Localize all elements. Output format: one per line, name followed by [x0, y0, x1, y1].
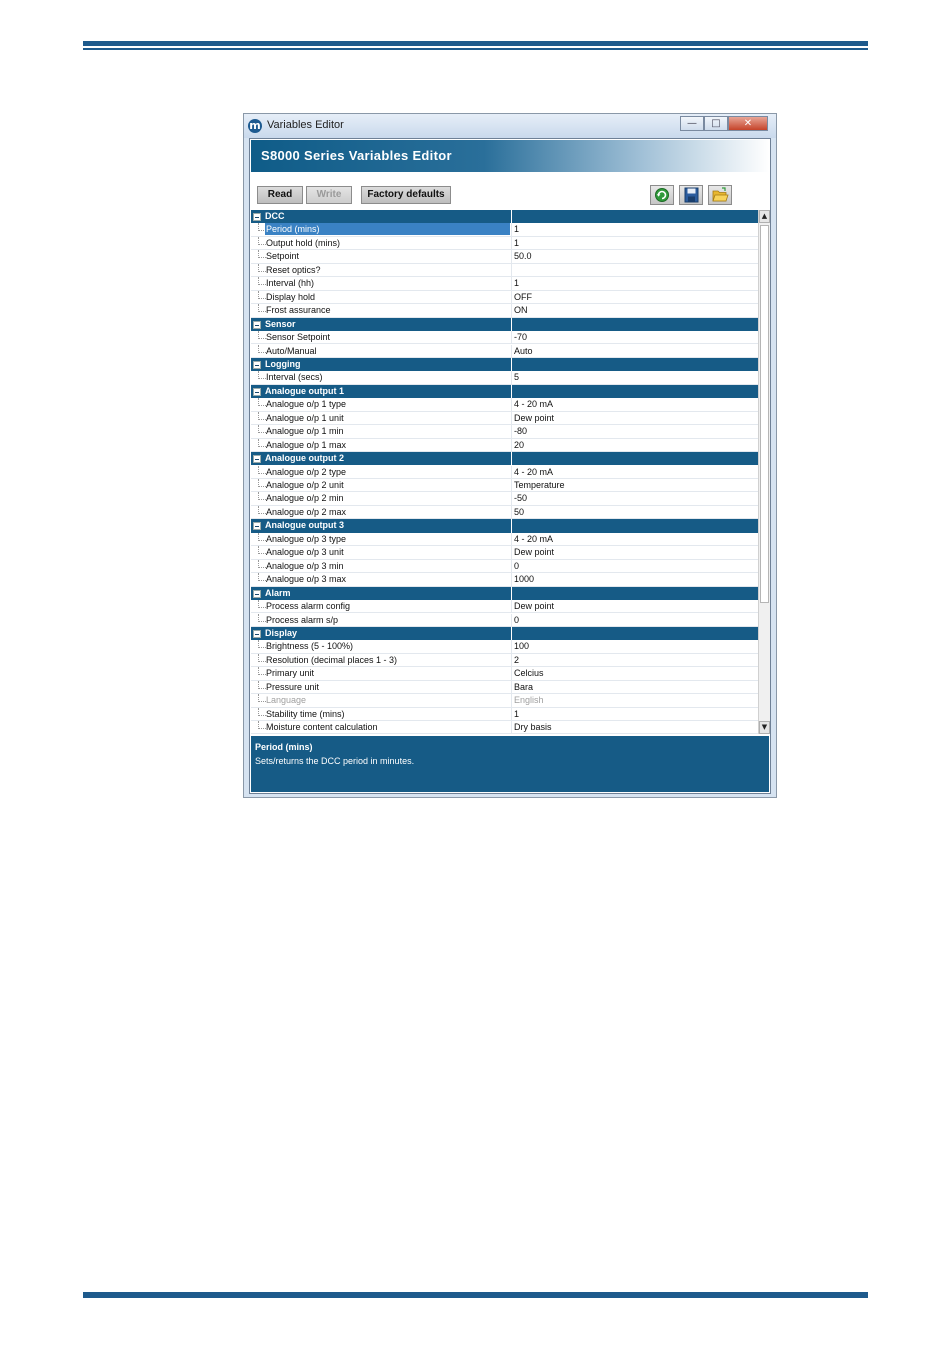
property-row[interactable]: [251, 506, 758, 519]
property-row[interactable]: [251, 291, 758, 304]
property-row[interactable]: [251, 640, 758, 653]
property-value[interactable]: 4 - 20 mA: [514, 399, 554, 410]
column-divider: [511, 479, 512, 492]
property-name: Resolution (decimal places 1 - 3): [266, 654, 398, 665]
write-button[interactable]: Write: [306, 186, 352, 204]
category-label: Display: [265, 627, 298, 638]
category-row[interactable]: [251, 358, 758, 371]
property-name: Reset optics?: [266, 264, 321, 275]
property-row[interactable]: [251, 681, 758, 694]
property-value[interactable]: 1: [514, 224, 520, 235]
property-row[interactable]: [251, 654, 758, 667]
collapse-minus-icon[interactable]: [253, 590, 261, 598]
property-value[interactable]: 1: [514, 237, 520, 248]
collapse-minus-icon[interactable]: [253, 630, 261, 638]
column-divider: [511, 318, 512, 331]
property-row[interactable]: [251, 694, 758, 707]
property-value[interactable]: English: [514, 695, 544, 706]
property-value[interactable]: Celcius: [514, 668, 544, 679]
collapse-minus-icon[interactable]: [253, 522, 261, 530]
property-name: Moisture content calculation: [266, 722, 378, 733]
property-name: Stability time (mins): [266, 708, 345, 719]
factory-defaults-button[interactable]: Factory defaults: [361, 186, 451, 204]
property-grid[interactable]: [251, 210, 758, 734]
close-button[interactable]: ✕: [728, 116, 768, 131]
property-value[interactable]: Dew point: [514, 547, 555, 558]
property-name: Analogue o/p 3 max: [266, 574, 347, 585]
property-row[interactable]: [251, 223, 758, 236]
property-row[interactable]: [251, 264, 758, 277]
category-label: Alarm: [265, 587, 291, 598]
property-row[interactable]: [251, 560, 758, 573]
column-divider: [511, 533, 512, 546]
category-label: DCC: [265, 211, 285, 221]
property-name: Auto/Manual: [266, 345, 317, 356]
category-label: Sensor: [265, 318, 296, 329]
property-value[interactable]: 1: [514, 278, 520, 289]
property-row[interactable]: [251, 533, 758, 546]
column-divider: [511, 412, 512, 425]
open-folder-icon: [709, 186, 731, 204]
property-value[interactable]: Dry basis: [514, 722, 552, 733]
column-divider: [511, 264, 512, 277]
property-value[interactable]: 4 - 20 mA: [514, 466, 554, 477]
category-row[interactable]: [251, 210, 758, 223]
property-name: Analogue o/p 1 type: [266, 399, 347, 410]
property-value[interactable]: Temperature: [514, 480, 565, 490]
property-value[interactable]: Auto: [514, 345, 533, 356]
scroll-down-arrow-icon[interactable]: ▼: [759, 721, 770, 734]
property-name: Analogue o/p 2 type: [266, 466, 347, 477]
property-name: Analogue o/p 3 type: [266, 533, 347, 544]
column-divider: [511, 519, 512, 532]
column-divider: [511, 304, 512, 317]
property-value[interactable]: Bara: [514, 681, 534, 692]
property-value[interactable]: 50: [514, 506, 525, 517]
header-rule: [83, 41, 868, 46]
category-row[interactable]: [251, 318, 758, 331]
description-title: Period (mins): [255, 742, 313, 752]
save-icon: [680, 186, 702, 204]
property-row[interactable]: [251, 721, 758, 734]
property-row[interactable]: [251, 331, 758, 344]
property-name: Setpoint: [266, 251, 300, 262]
property-value[interactable]: -80: [514, 426, 528, 437]
property-name: Analogue o/p 1 max: [266, 439, 347, 450]
category-row[interactable]: [251, 627, 758, 640]
collapse-minus-icon[interactable]: [253, 455, 261, 463]
property-row[interactable]: [251, 708, 758, 721]
column-divider: [511, 331, 512, 344]
property-value[interactable]: OFF: [514, 291, 532, 302]
property-row[interactable]: [251, 439, 758, 452]
property-name: Output hold (mins): [266, 237, 341, 248]
title-bar[interactable]: [244, 114, 776, 138]
property-name: Frost assurance: [266, 305, 331, 316]
category-row[interactable]: [251, 519, 758, 532]
property-value[interactable]: Dew point: [514, 601, 555, 612]
column-divider: [511, 452, 512, 465]
save-button[interactable]: [679, 185, 703, 205]
app-logo-icon: m: [249, 119, 261, 132]
column-divider: [511, 654, 512, 667]
property-value[interactable]: 2: [514, 654, 520, 665]
collapse-minus-icon[interactable]: [253, 213, 261, 221]
client-area: [249, 138, 771, 794]
property-value[interactable]: -70: [514, 332, 528, 343]
property-value[interactable]: 0: [514, 614, 520, 625]
collapse-minus-icon[interactable]: [253, 361, 261, 369]
property-name: Process alarm s/p: [266, 614, 339, 625]
grid-scrollbar[interactable]: [758, 210, 770, 734]
category-row[interactable]: [251, 587, 758, 600]
scroll-up-arrow-icon[interactable]: ▲: [759, 210, 770, 223]
property-row[interactable]: [251, 412, 758, 425]
column-divider: [511, 425, 512, 438]
category-label: Analogue output 2: [265, 453, 344, 464]
property-row[interactable]: [251, 573, 758, 586]
header-rule-thin: [83, 48, 868, 50]
footer-rule: [83, 1292, 868, 1298]
column-divider: [511, 506, 512, 519]
property-row[interactable]: [251, 614, 758, 627]
property-row[interactable]: [251, 600, 758, 613]
property-name: Process alarm config: [266, 601, 351, 612]
property-value[interactable]: 50.0: [514, 251, 532, 262]
column-divider: [511, 614, 512, 627]
column-divider: [511, 600, 512, 613]
collapse-minus-icon[interactable]: [253, 388, 261, 396]
property-value[interactable]: Dew point: [514, 412, 555, 423]
column-divider: [511, 627, 512, 640]
column-divider: [511, 345, 512, 358]
scrollbar-thumb[interactable]: [760, 225, 769, 603]
read-button[interactable]: Read: [257, 186, 303, 204]
column-divider: [511, 546, 512, 559]
property-row[interactable]: [251, 466, 758, 479]
property-row[interactable]: [251, 546, 758, 559]
banner: [251, 140, 769, 172]
property-value[interactable]: 4 - 20 mA: [514, 533, 554, 544]
collapse-minus-icon[interactable]: [253, 321, 261, 329]
column-divider: [511, 573, 512, 586]
property-name: Primary unit: [266, 668, 315, 679]
column-divider: [511, 210, 512, 223]
property-name: Analogue o/p 2 max: [266, 506, 347, 517]
property-row[interactable]: [251, 425, 758, 438]
property-row[interactable]: [251, 277, 758, 290]
column-divider: [511, 237, 512, 250]
property-row[interactable]: [251, 304, 758, 317]
property-row[interactable]: [251, 250, 758, 263]
category-label: Analogue output 3: [265, 520, 344, 531]
property-value[interactable]: 5: [514, 372, 520, 383]
category-row[interactable]: [251, 452, 758, 465]
column-divider: [511, 708, 512, 721]
category-row[interactable]: [251, 385, 758, 398]
column-divider: [511, 681, 512, 694]
open-folder-button[interactable]: [708, 185, 732, 205]
column-divider: [511, 439, 512, 452]
property-name: Language: [266, 695, 307, 706]
window-controls: [680, 116, 768, 131]
description-text: Sets/returns the DCC period in minutes.: [255, 756, 415, 766]
column-divider: [511, 277, 512, 290]
column-divider: [511, 694, 512, 707]
property-row[interactable]: [251, 492, 758, 505]
property-value[interactable]: 1: [514, 708, 520, 719]
maximize-button[interactable]: □: [704, 116, 728, 131]
refresh-icon: [651, 186, 673, 204]
category-label: Analogue output 1: [265, 385, 344, 396]
property-name: Brightness (5 - 100%): [266, 641, 354, 652]
property-name: Analogue o/p 2 min: [266, 493, 344, 504]
window-title: Variables Editor: [267, 119, 344, 131]
column-divider: [511, 466, 512, 479]
refresh-button[interactable]: [650, 185, 674, 205]
column-divider: [511, 291, 512, 304]
description-panel: [251, 736, 769, 792]
property-row[interactable]: [251, 345, 758, 358]
column-divider: [511, 371, 512, 384]
property-name: Period (mins): [265, 223, 510, 235]
column-divider: [511, 385, 512, 398]
property-name: Pressure unit: [266, 681, 320, 692]
property-value[interactable]: 100: [514, 641, 530, 652]
banner-title: S8000 Series Variables Editor: [261, 148, 452, 163]
column-divider: [511, 560, 512, 573]
property-row[interactable]: [251, 667, 758, 680]
property-value[interactable]: 0: [514, 560, 520, 571]
column-divider: [511, 667, 512, 680]
property-row[interactable]: [251, 398, 758, 411]
property-row[interactable]: [251, 237, 758, 250]
column-divider: [511, 250, 512, 263]
column-divider: [511, 398, 512, 411]
column-divider: [511, 492, 512, 505]
property-name: Analogue o/p 2 unit: [266, 480, 344, 490]
property-value[interactable]: 1000: [514, 574, 535, 585]
property-value[interactable]: ON: [514, 305, 528, 316]
property-value[interactable]: -50: [514, 493, 528, 504]
property-name: Analogue o/p 3 unit: [266, 547, 344, 558]
property-name: Display hold: [266, 291, 316, 302]
variables-editor-window: [243, 113, 777, 798]
property-name: Interval (secs): [266, 372, 323, 383]
category-label: Logging: [265, 358, 301, 369]
property-value[interactable]: 20: [514, 439, 525, 450]
property-name: Analogue o/p 1 unit: [266, 412, 344, 423]
column-divider: [511, 358, 512, 371]
minimize-button[interactable]: —: [680, 116, 704, 131]
column-divider: [511, 721, 512, 734]
column-divider: [511, 223, 512, 236]
column-divider: [511, 640, 512, 653]
property-name: Sensor Setpoint: [266, 332, 331, 343]
property-row[interactable]: [251, 479, 758, 492]
property-name: Analogue o/p 3 min: [266, 560, 344, 571]
property-name: Analogue o/p 1 min: [266, 426, 344, 437]
column-divider: [511, 587, 512, 600]
property-row[interactable]: [251, 371, 758, 384]
property-name: Interval (hh): [266, 278, 315, 289]
